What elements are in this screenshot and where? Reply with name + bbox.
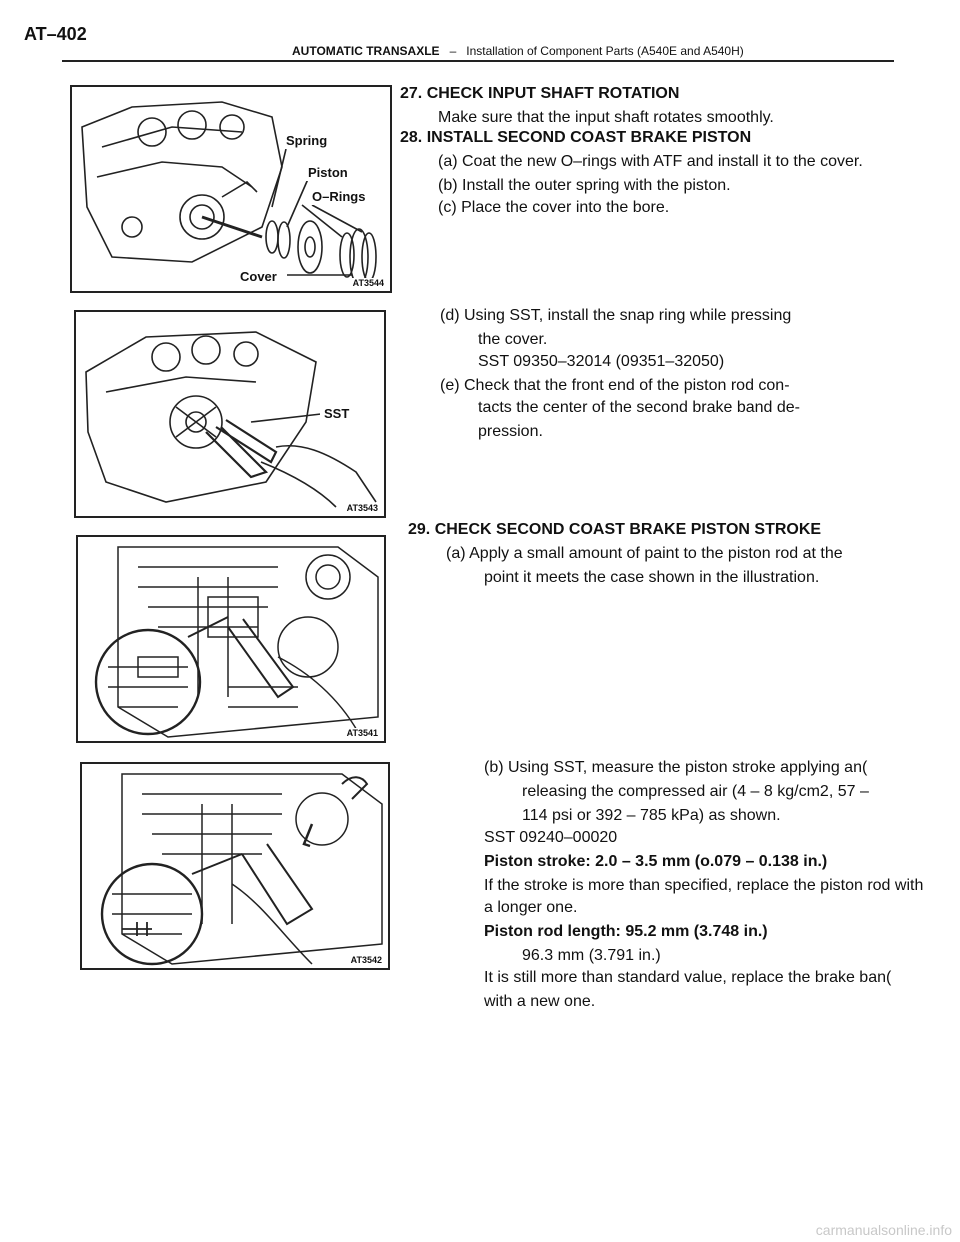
figure-piston-assembly [70, 85, 392, 293]
page-number: AT–402 [24, 24, 87, 44]
step-28-c: (c) Place the cover into the bore. [438, 199, 670, 216]
section-title: AUTOMATIC TRANSAXLE [292, 44, 440, 58]
figure-code: AT3542 [350, 955, 382, 965]
piston-assembly-illustration [72, 87, 390, 291]
step-28-d-line1: (d) Using SST, install the snap ring while pressing [440, 307, 792, 324]
paint-mark-illustration [78, 537, 384, 741]
step-28-e-line3: pression. [478, 423, 543, 440]
subsection-title: Installation of Component Parts (A540E and A540H) [466, 44, 744, 58]
step-28-a: (a) Coat the new O–rings with ATF and install it to the cover. [438, 153, 863, 170]
header-separator: – [449, 44, 457, 58]
label-spring: Spring [286, 133, 328, 148]
figure-snap-ring-sst [74, 310, 386, 518]
step-28-e-line1: (e) Check that the front end of the piston rod con- [440, 377, 790, 394]
step-29-b-line3: 114 psi or 392 – 785 kPa) as shown. [522, 807, 781, 824]
running-head [292, 44, 744, 58]
step-29-b-note4: with a new one. [484, 993, 596, 1010]
step-27-line: Make sure that the input shaft rotates smoothly. [438, 109, 774, 126]
step-29-b-note3: It is still more than standard value, replace the brake ban( [484, 969, 892, 986]
snap-ring-illustration [76, 312, 384, 516]
step-29-a-line2: point it meets the case shown in the illustration. [484, 569, 820, 586]
figure-code: AT3543 [346, 503, 378, 513]
step-29-b-line1: (b) Using SST, measure the piston stroke applying an( [484, 759, 868, 776]
piston-rod-length-spec: Piston rod length: 95.2 mm (3.748 in.) [484, 923, 768, 940]
figure-code: AT3544 [352, 278, 384, 288]
piston-stroke-spec: Piston stroke: 2.0 – 3.5 mm (o.079 – 0.138 in.) [484, 853, 828, 870]
piston-stroke-illustration [82, 764, 388, 968]
step-28-d-sst: SST 09350–32014 (09351–32050) [478, 353, 725, 370]
step-29-b-note1: If the stroke is more than specified, replace the piston rod with [484, 877, 924, 894]
label-o-rings: O–Rings [312, 189, 366, 204]
step-28-title: 28. INSTALL SECOND COAST BRAKE PISTON [400, 129, 752, 146]
step-27-title: 27. CHECK INPUT SHAFT ROTATION [400, 85, 680, 102]
step-28-e-line2: tacts the center of the second brake band de- [478, 399, 800, 416]
step-29-b-line2: releasing the compressed air (4 – 8 kg/cm2, 57 – [522, 783, 869, 800]
figure-paint-mark [76, 535, 386, 743]
step-29-title: 29. CHECK SECOND COAST BRAKE PISTON STROKE [408, 521, 822, 538]
step-29-sst: SST 09240–00020 [484, 829, 618, 846]
label-piston: Piston [308, 165, 348, 180]
label-sst: SST [324, 406, 350, 421]
watermark: carmanualsonline.info [815, 1222, 952, 1238]
step-28-b: (b) Install the outer spring with the piston. [438, 177, 731, 194]
header-rule [62, 60, 894, 62]
step-28-d-line2: the cover. [478, 331, 548, 348]
figure-code: AT3541 [346, 728, 378, 738]
step-29-b-note2: a longer one. [484, 899, 578, 916]
figure-piston-stroke [80, 762, 390, 970]
piston-rod-length-alt: 96.3 mm (3.791 in.) [522, 947, 661, 964]
label-cover: Cover [240, 269, 277, 284]
step-29-a-line1: (a) Apply a small amount of paint to the piston rod at the [446, 545, 843, 562]
